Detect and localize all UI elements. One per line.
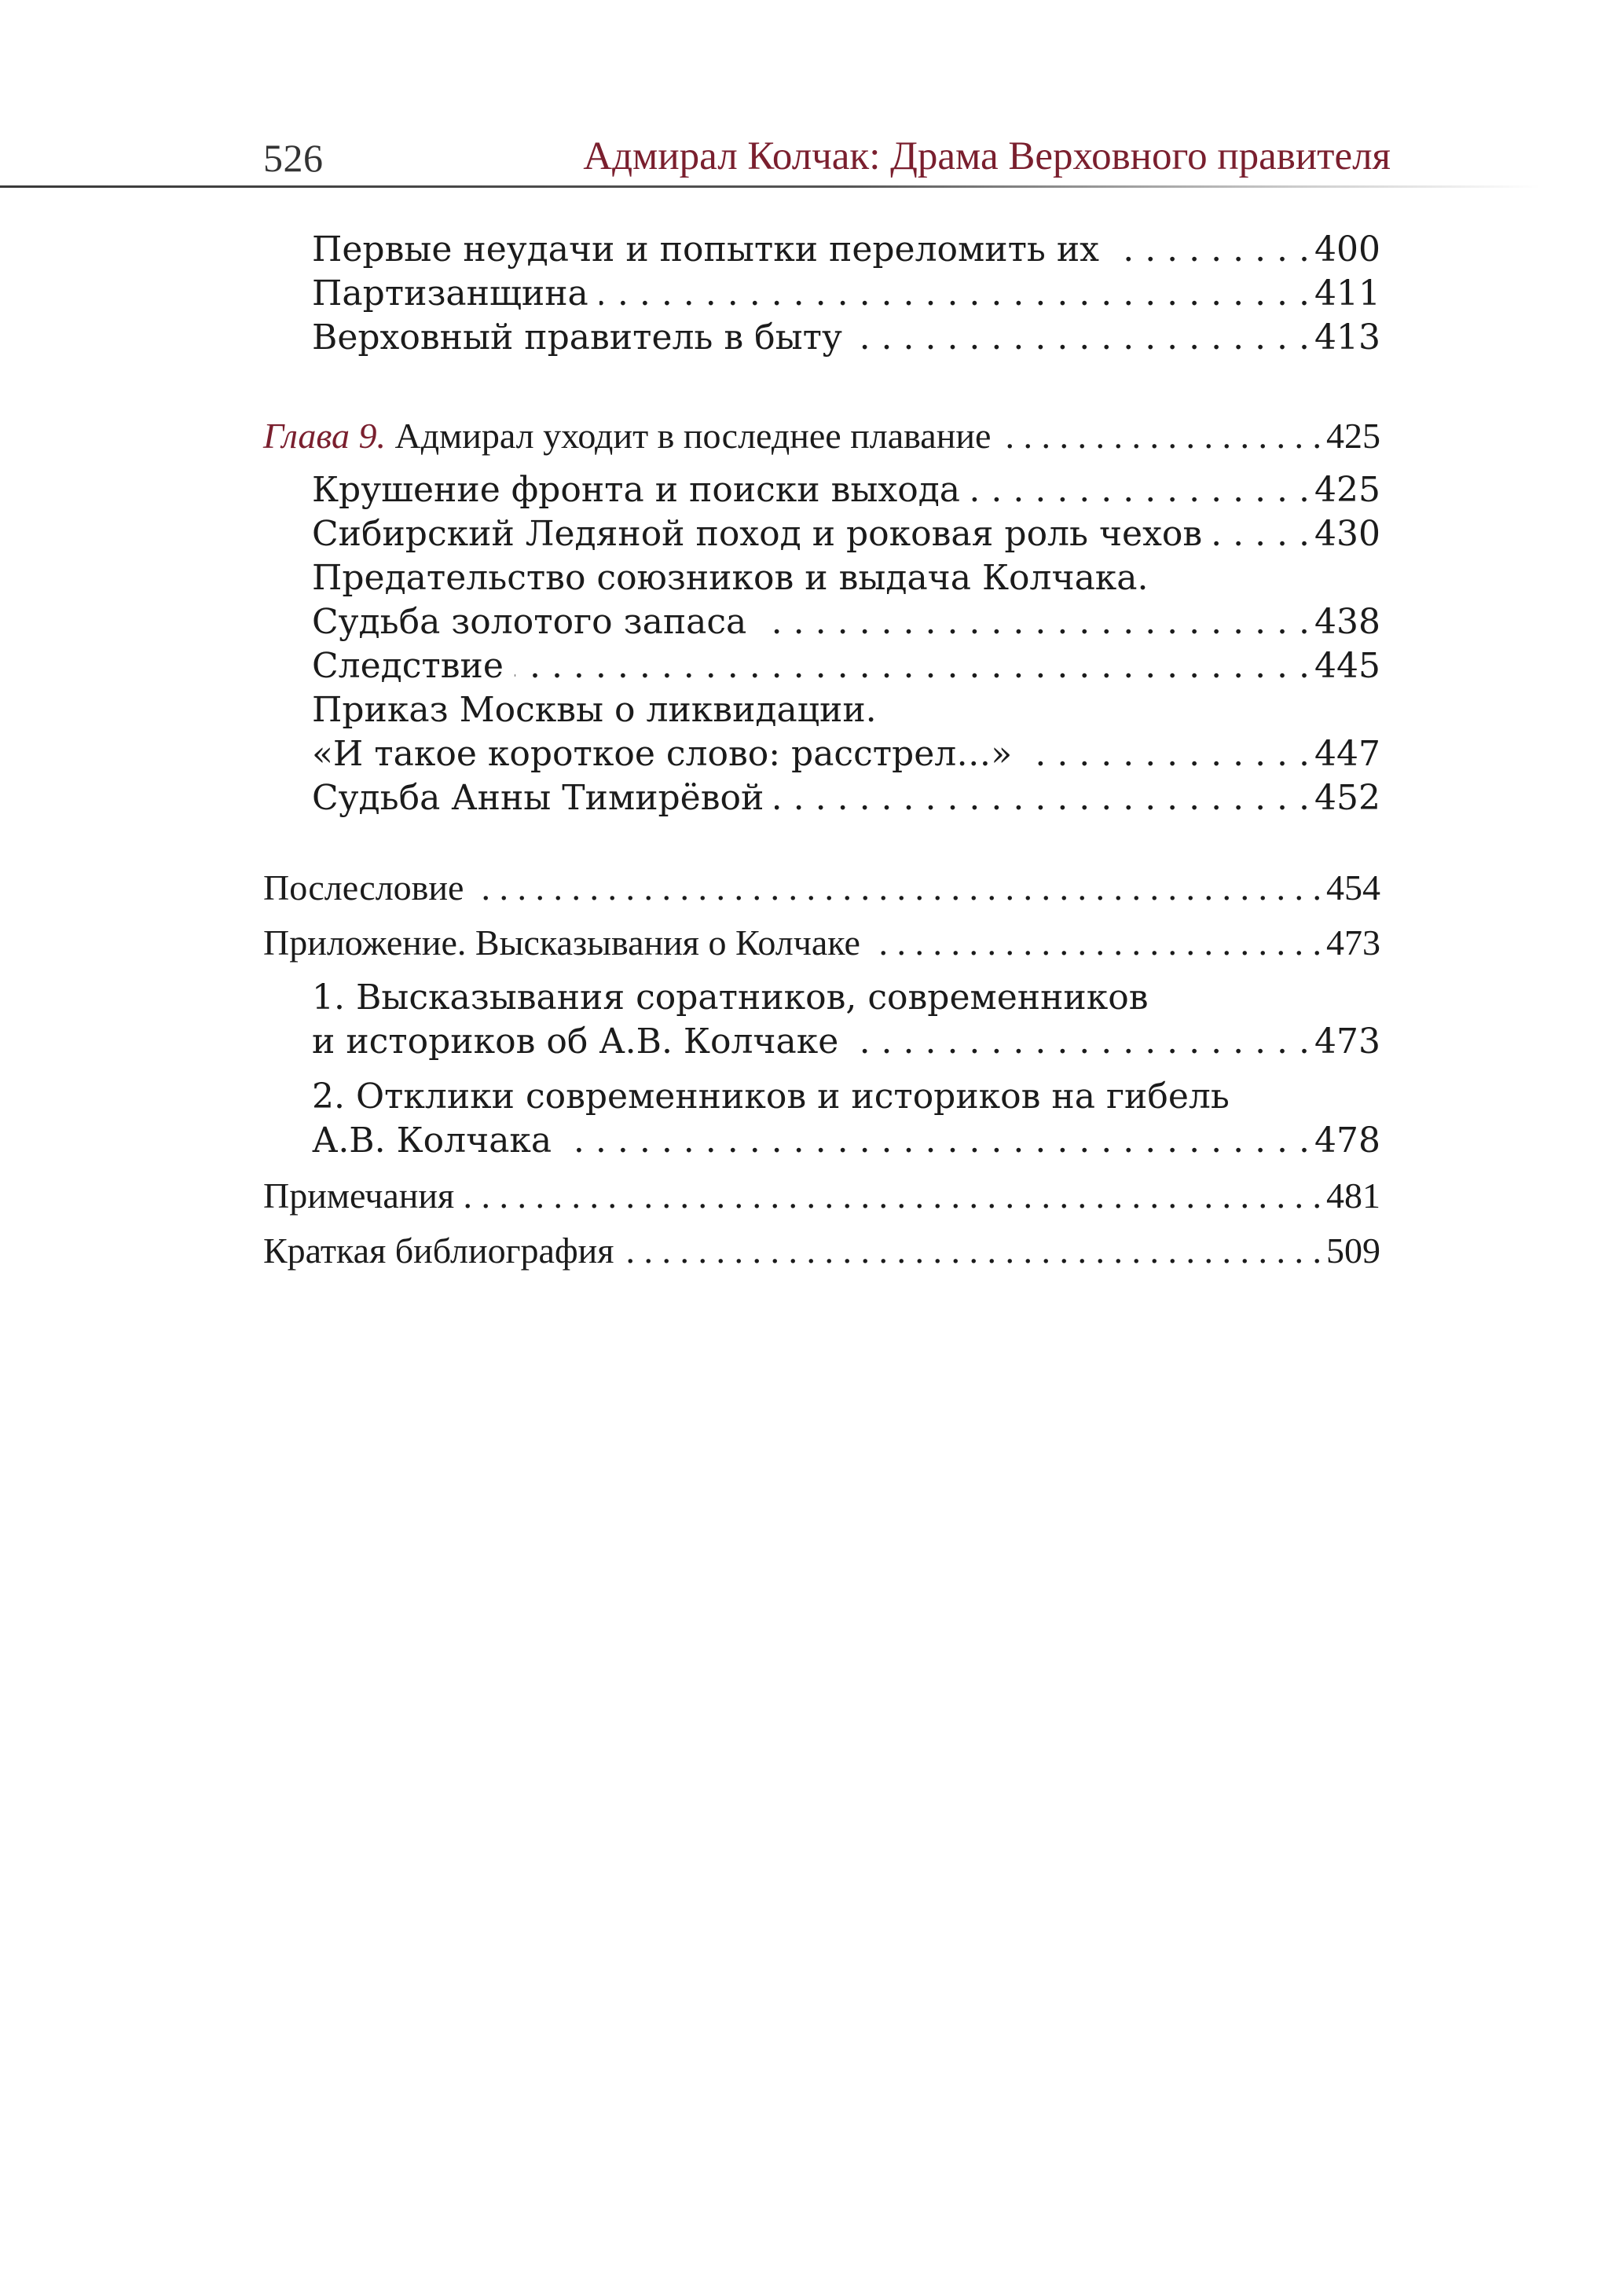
toc-entry-title: Верховный правитель в быту — [312, 317, 842, 358]
toc-entry — [312, 644, 1380, 688]
toc-entry — [263, 1174, 1380, 1218]
toc-entry-title: А.В. Колчака — [312, 1120, 552, 1161]
dot-leader — [849, 1020, 1310, 1064]
toc-entry-title: Адмирал уходит в последнее плавание — [394, 416, 992, 456]
toc-entry — [312, 732, 1380, 776]
dot-leader — [625, 1229, 1322, 1273]
toc-entry — [263, 866, 1380, 910]
toc-entry-page: 473 — [1314, 1021, 1380, 1062]
dot-leader — [1023, 732, 1310, 776]
toc-entry-title: Первые неудачи и попытки переломить их — [312, 229, 1099, 270]
page-number: 526 — [263, 136, 324, 180]
toc-entry — [312, 1020, 1380, 1064]
toc-entry-page: 413 — [1314, 317, 1380, 358]
toc-entry-page: 473 — [1326, 922, 1380, 963]
toc-entry-page: 509 — [1326, 1231, 1380, 1271]
toc-entry — [312, 512, 1380, 556]
dot-leader — [563, 1119, 1310, 1163]
dot-leader — [871, 921, 1322, 965]
toc-entry-title: Судьба золотого запаса — [312, 602, 747, 642]
dot-leader — [1110, 228, 1310, 272]
toc-entry-title: Приложение. Высказывания о Колчаке — [263, 922, 860, 963]
dot-leader — [515, 644, 1310, 688]
toc-entry — [312, 1119, 1380, 1163]
toc-entry — [312, 316, 1380, 360]
running-title: Адмирал Колчак: Драма Верховного правителя — [583, 134, 1391, 178]
dot-leader — [757, 600, 1310, 644]
dot-leader — [599, 272, 1310, 316]
dot-leader — [465, 1174, 1322, 1218]
toc-entry-title: Примечания — [263, 1176, 455, 1216]
toc-entry — [263, 1229, 1380, 1273]
toc-entry-title: Судьба Анны Тимирёвой — [312, 778, 764, 818]
toc-entry-line: 1. Высказывания соратников, современников — [312, 977, 1149, 1018]
toc-entry-line: 2. Отклики современников и историков на гибель — [312, 1076, 1230, 1117]
header-rule — [0, 185, 1540, 188]
toc-entry — [312, 468, 1380, 512]
toc-entry-page: 411 — [1314, 273, 1380, 314]
dot-leader — [475, 866, 1322, 910]
toc-entry-page: 447 — [1314, 734, 1380, 774]
toc-entry-title: Следствие — [312, 646, 504, 686]
dot-leader — [853, 316, 1310, 360]
toc-entry-page: 445 — [1314, 646, 1380, 686]
toc-entry-title: «И такое короткое слово: расстрел…» — [312, 734, 1013, 774]
toc-entry-title: Сибирский Ледяной поход и роковая роль чехов — [312, 514, 1203, 554]
toc-entry-line: Предательство союзников и выдача Колчака. — [312, 558, 1149, 598]
toc-entry — [312, 776, 1380, 820]
toc-entry-title: Крушение фронта и поиски выхода — [312, 470, 961, 510]
toc-entry-page: 400 — [1314, 229, 1380, 270]
chapter-label: Глава 9. — [263, 416, 386, 456]
toc-entry-title: Послесловие — [263, 867, 464, 908]
toc-entry-page: 452 — [1314, 778, 1380, 818]
toc-entry-page: 438 — [1314, 602, 1380, 642]
toc-entry-page: 430 — [1314, 514, 1380, 554]
toc-entry — [312, 272, 1380, 316]
dot-leader — [971, 468, 1310, 512]
toc-entry-page: 478 — [1314, 1120, 1380, 1161]
toc-entry-title: и историков об А.В. Колчаке — [312, 1021, 839, 1062]
toc-entry — [312, 600, 1380, 644]
dot-leader — [1213, 512, 1310, 556]
toc-entry-title: Краткая библиография — [263, 1231, 614, 1271]
toc-entry-page: 425 — [1314, 470, 1380, 510]
toc-chapter-entry — [263, 414, 1380, 458]
toc-entry — [312, 228, 1380, 272]
toc-entry-page: 481 — [1326, 1176, 1380, 1216]
running-header — [0, 126, 1406, 189]
toc-entry-page: 454 — [1326, 867, 1380, 908]
toc-entry — [263, 921, 1380, 965]
dot-leader — [775, 776, 1310, 820]
toc-entry-title: Партизанщина — [312, 273, 588, 314]
toc-entry-page: 425 — [1326, 416, 1380, 456]
dot-leader — [1002, 414, 1322, 458]
toc-entry-line: Приказ Москвы о ликвидации. — [312, 690, 877, 730]
